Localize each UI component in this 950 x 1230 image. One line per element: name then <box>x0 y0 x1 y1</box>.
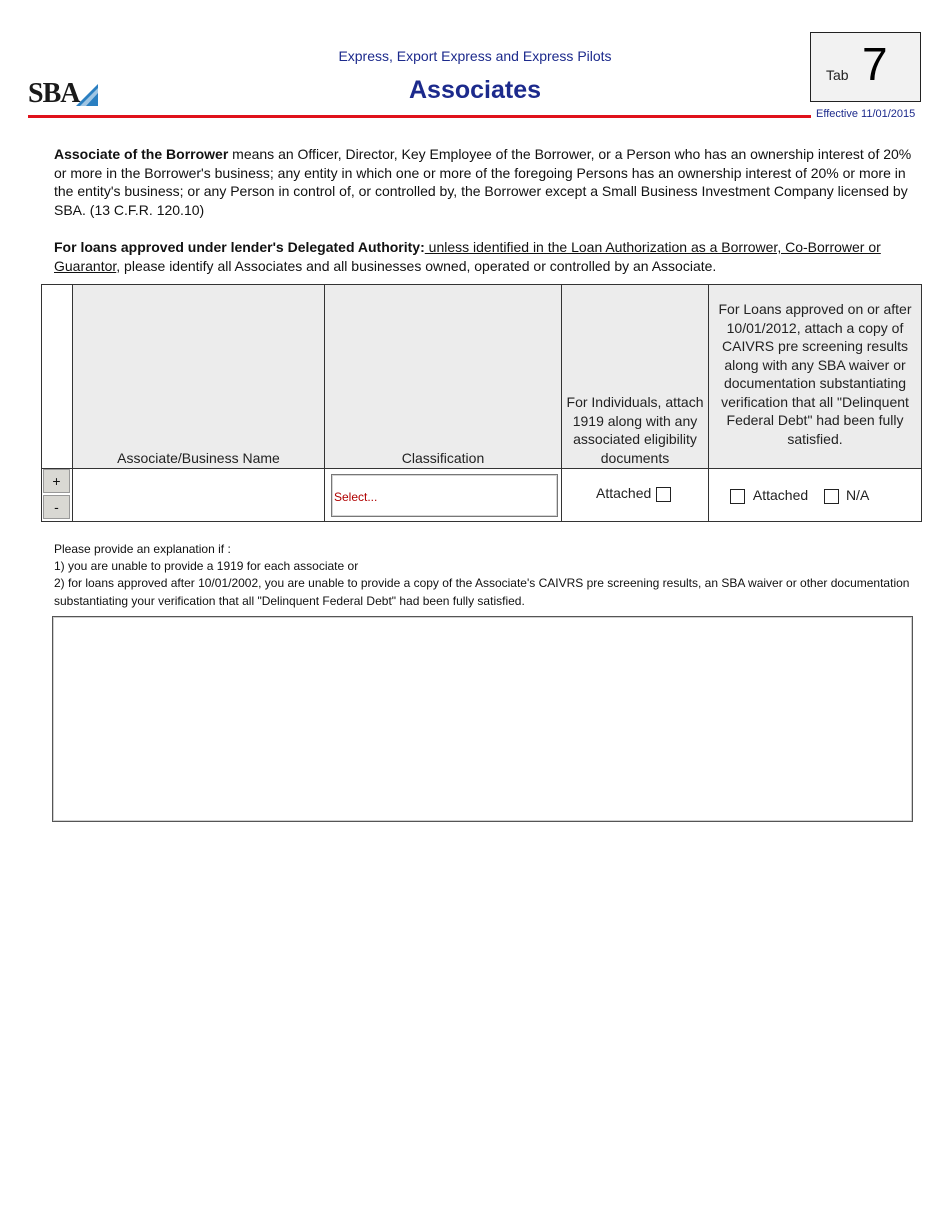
header-cell-classification-bg <box>325 285 561 468</box>
definition-text: means an Officer, Director, Key Employee of the Borrower, or a Person who has an ownership interest of 20% or more in the Borrower's business; any entity in which one or more of the foregoing Persons has an ownership interest of 20% or more in the entity's business; or any Person in control of, or controlled by, the Borrower except a Small Business Investment Company licensed by SBA. (13 C.F.R. 120.10) <box>54 146 912 218</box>
associate-definition <box>54 145 916 219</box>
form-1919-attached-checkbox[interactable] <box>656 487 671 502</box>
header-cell-name-bg <box>73 285 324 468</box>
header-classification: Classification <box>401 450 485 466</box>
delegated-underlined: unless identified in the Loan Authorization as a Borrower, Co-Borrower or Guarantor <box>54 239 881 274</box>
tab-label: Tab <box>826 67 849 83</box>
header-caivrs: For Loans approved on or after 10/01/2012, attach a copy of CAIVRS pre screening results along with any SBA waiver or documentation substantiating verification that all "Delinquent Federal Debt" had been fully satisfied. <box>718 301 912 447</box>
caivrs-na-checkbox[interactable] <box>824 489 839 504</box>
page-title: Associates <box>408 76 542 104</box>
caivrs-attached-checkbox[interactable] <box>730 489 745 504</box>
delegated-lead: For loans approved under lender's Delegated Authority: <box>54 239 425 255</box>
page-subtitle: Express, Export Express and Express Pilots <box>338 48 612 64</box>
add-row-button[interactable]: + <box>43 469 70 493</box>
remove-row-button[interactable]: - <box>43 495 70 519</box>
delegated-authority-instructions <box>54 238 916 275</box>
delegated-rest: , please identify all Associates and all businesses owned, operated or controlled by an Associate. <box>116 257 717 274</box>
explanation-textarea[interactable] <box>52 616 913 822</box>
explanation-instructions <box>54 541 924 610</box>
explanation-item-2: 2) for loans approved after 10/01/2002, you are unable to provide a copy of the Associate's CAIVRS pre screening results, an SBA waiver or other documentation substantiating your verification that all "Delinquent Federal Debt" had been fully satisfied. <box>54 576 910 608</box>
form-1919-attached-option <box>596 485 671 502</box>
effective-date: Effective 11/01/2015 <box>816 108 916 120</box>
explanation-item-1: 1) you are unable to provide a 1919 for each associate or <box>54 559 359 574</box>
form-1919-attached-label: Attached <box>596 485 652 501</box>
header-divider <box>28 115 811 118</box>
sba-logo: SBA <box>28 78 80 109</box>
col-divider <box>708 285 709 521</box>
classification-select[interactable]: Select... <box>331 474 558 517</box>
explanation-intro: Please provide an explanation if : <box>54 542 231 556</box>
header-form-1919: For Individuals, attach 1919 along with any associated eligibility documents <box>566 394 704 466</box>
definition-term: Associate of the Borrower <box>54 146 229 162</box>
tab-number: 7 <box>862 38 888 90</box>
caivrs-attached-label: Attached <box>752 487 809 503</box>
caivrs-options <box>730 487 869 504</box>
col-divider <box>324 285 325 521</box>
associate-name-input[interactable] <box>73 469 324 521</box>
caivrs-na-label: N/A <box>845 487 870 503</box>
header-associate-name: Associate/Business Name <box>117 450 280 466</box>
associates-table <box>41 284 922 522</box>
